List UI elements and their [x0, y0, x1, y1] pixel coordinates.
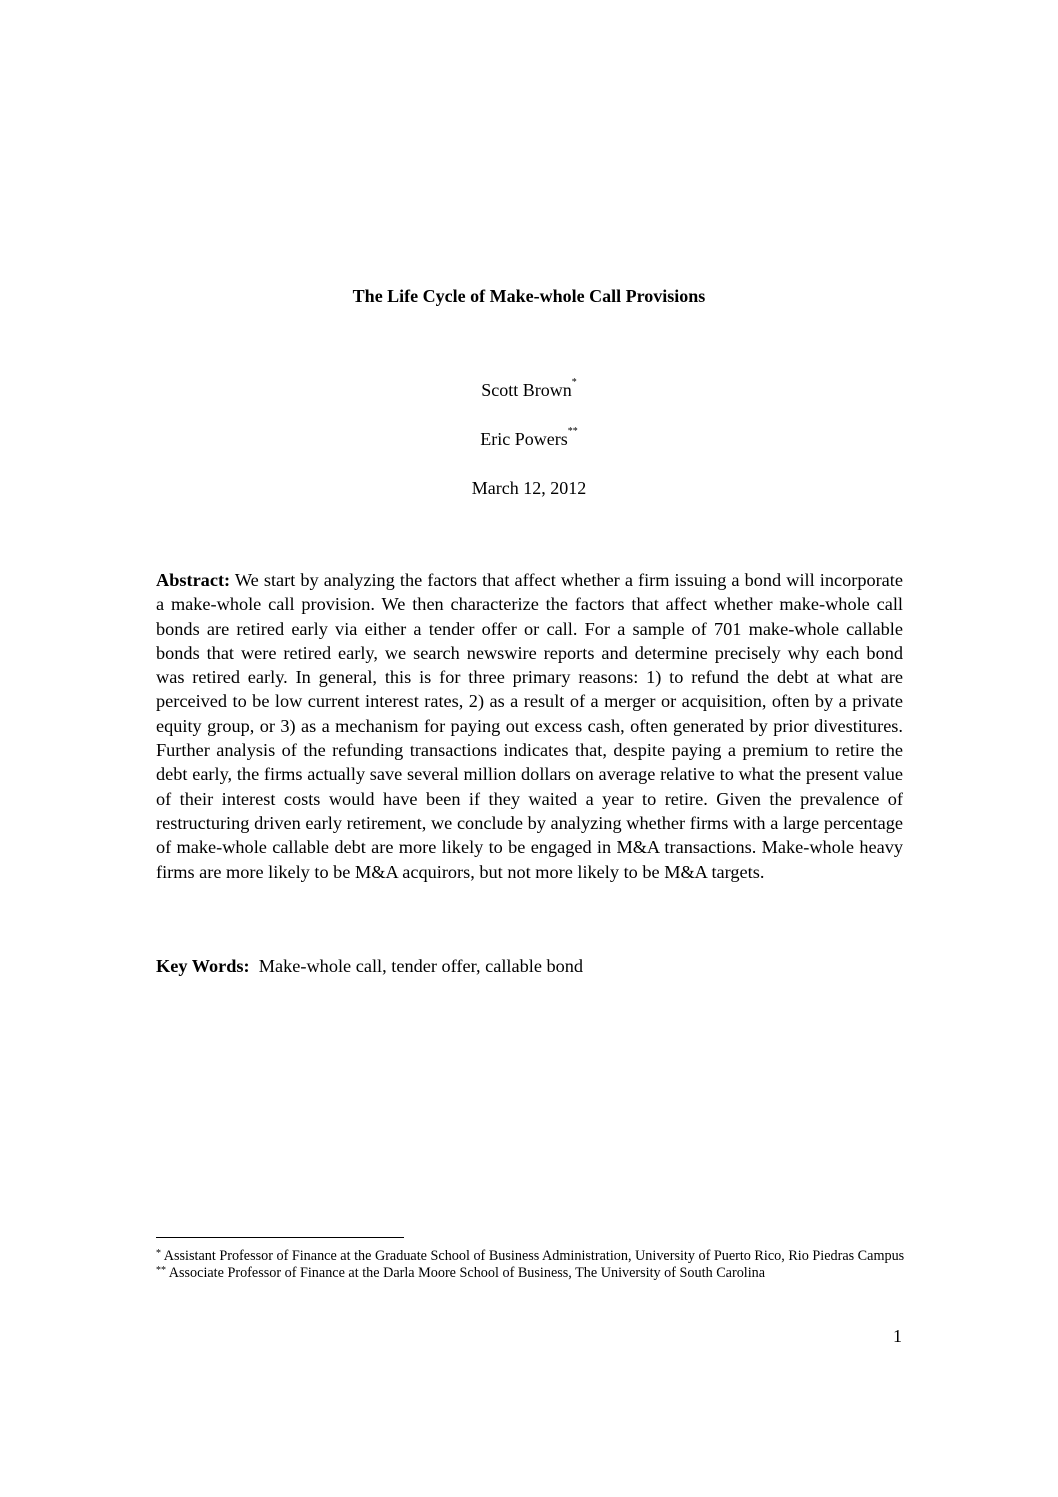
author-2-footnote-mark: ** — [567, 426, 578, 437]
footnote-divider — [156, 1237, 404, 1238]
footnote-1-text: Assistant Professor of Finance at the Graduate School of Business Administration, University of Puerto Rico, Rio Piedras Campus — [163, 1248, 905, 1264]
abstract-text: We start by analyzing the factors that affect whether a firm issuing a bond will incorporate a make-whole call provision. We then characterize the factors that affect whether make-whole call bonds are retired early via either a tender offer or call. For a sample of 701 make-whole callable bonds that were retired early, we search newswire reports and determine precisely why each bond was retired early. In general, this is for three primary reasons: 1) to refund the debt at what are perceived to be low current interest rates, 2) as a result of a merger or acquisition, often by a private equity group, or 3) as a mechanism for paying out excess cash, often generated by prior divestitures. Further analysis of the refunding transactions indicates that, despite paying a premium to retire the debt early, the firms actually save several million dollars on average relative to what the present value of their interest costs would have been if they waited a year to retire. Given the prevalence of restructuring driven early retirement, we conclude by analyzing whether firms with a large percentage of make-whole callable debt are more likely to be engaged in M&A transactions. Make-whole heavy firms are more likely to be M&A acquirors, but not more likely to be M&A targets. — [156, 570, 903, 882]
author-2 — [0, 426, 1058, 450]
abstract — [156, 568, 903, 884]
footnote-2-mark: ** — [156, 1265, 166, 1276]
footnote-1-mark: * — [156, 1248, 161, 1259]
author-1 — [0, 377, 1058, 401]
footnote-2-text: Associate Professor of Finance at the Darla Moore School of Business, The University of South Carolina — [168, 1265, 766, 1281]
page-number: 1 — [893, 1326, 902, 1346]
paper-title: The Life Cycle of Make-whole Call Provisions — [352, 286, 706, 306]
keywords-label: Key Words: — [156, 956, 250, 976]
keywords-text: Make-whole call, tender offer, callable bond — [258, 956, 584, 976]
footnote-2 — [156, 1265, 916, 1282]
paper-date: March 12, 2012 — [471, 478, 587, 498]
keywords — [156, 954, 903, 978]
author-2-name: Eric Powers — [480, 429, 568, 449]
author-1-footnote-mark: * — [571, 377, 577, 388]
footnotes — [156, 1248, 916, 1282]
author-1-name: Scott Brown — [481, 380, 572, 400]
abstract-label: Abstract: — [156, 570, 231, 590]
footnote-1 — [156, 1248, 916, 1265]
